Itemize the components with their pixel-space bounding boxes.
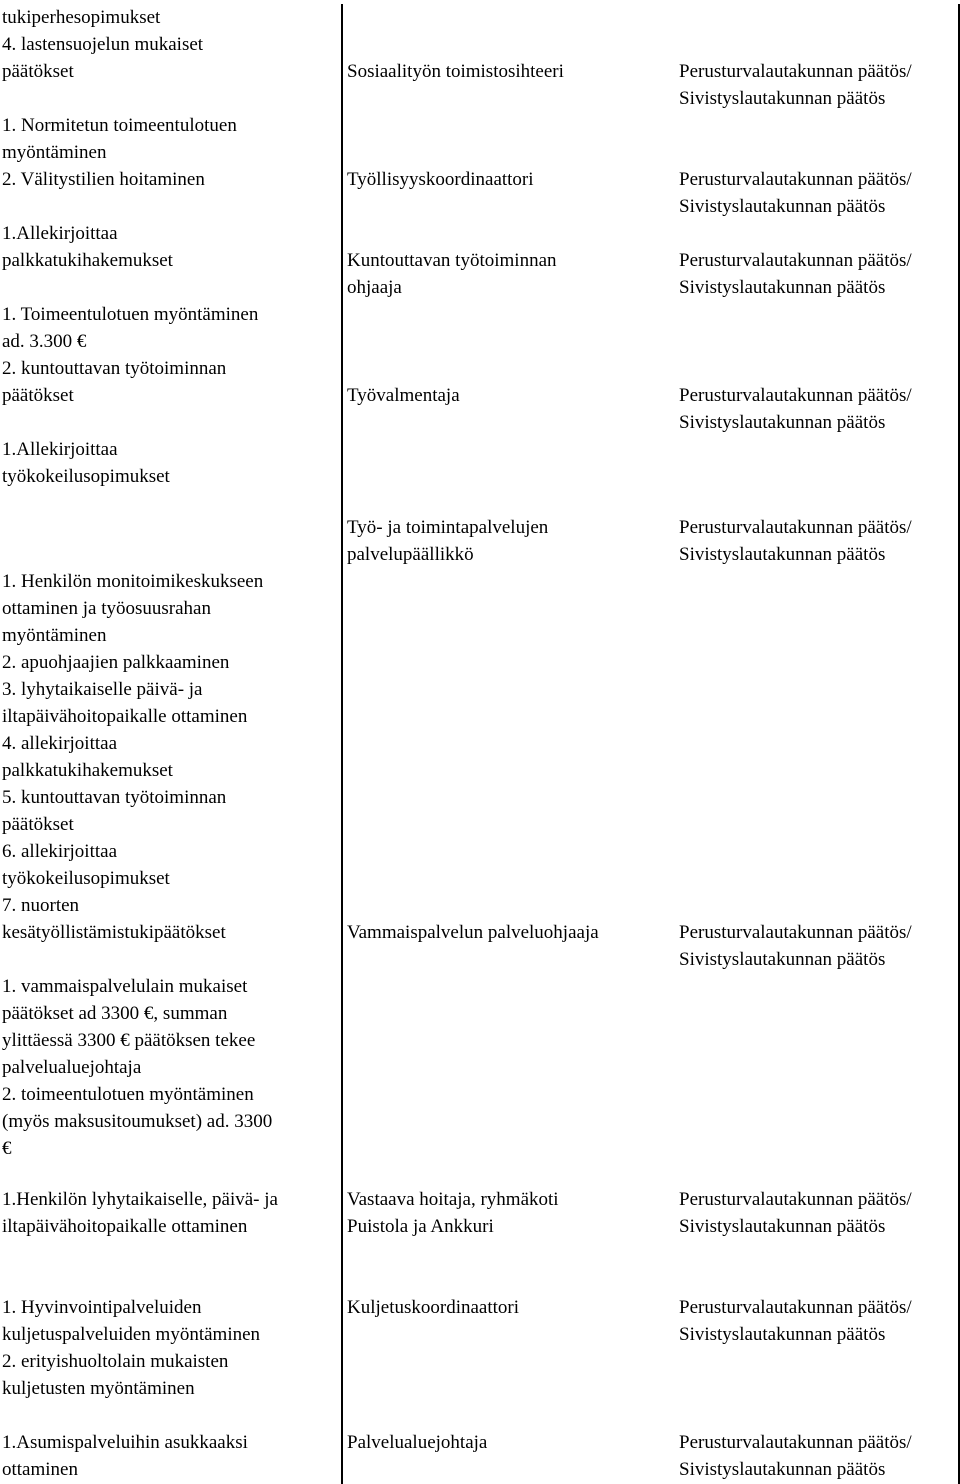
task-line: myöntäminen [2,142,107,163]
role-line: Vastaava hoitaja, ryhmäkoti [347,1189,559,1210]
decision-cell [679,1429,912,1483]
task-line: päätökset ad 3300 €, summan [2,1003,228,1024]
task-line: työkokeilusopimukset [2,466,170,487]
task-block-5 [2,1429,248,1483]
decision-line: Sivistyslautakunnan päätös [679,196,886,217]
role-line: Työ- ja toimintapalvelujen [347,517,549,538]
task-line: 2. kuntouttavan työtoiminnan [2,358,227,379]
task-block-1 [2,4,258,490]
column-divider-left [341,4,343,1484]
task-line: kesätyöllistämistukipäätökset [2,922,226,943]
decision-cell [679,1186,912,1240]
task-line: 1.Allekirjoittaa [2,439,118,460]
decision-line: Perusturvalautakunnan päätös/ [679,1189,912,1210]
task-line: ottaminen [2,1459,78,1480]
role-line: Sosiaalityön toimistosihteeri [347,61,564,82]
task-line: kuljetuspalveluiden myöntäminen [2,1324,261,1345]
role-line: Työllisyyskoordinaattori [347,169,534,190]
decision-line: Sivistyslautakunnan päätös [679,277,886,298]
role-line: palvelupäällikkö [347,544,474,565]
decision-line: Sivistyslautakunnan päätös [679,88,886,109]
task-block-2 [2,568,272,1162]
task-line: työkokeilusopimukset [2,868,170,889]
task-line: 3. lyhytaikaiselle päivä- ja [2,679,203,700]
task-line: 1. Normitetun toimeentulotuen [2,115,237,136]
decision-cell [679,514,912,568]
role-cell [347,58,564,85]
task-line: tukiperhesopimukset [2,7,161,28]
task-line: 5. kuntouttavan työtoiminnan [2,787,227,808]
role-line: Puistola ja Ankkuri [347,1216,494,1237]
decision-line: Sivistyslautakunnan päätös [679,949,886,970]
role-cell [347,919,599,946]
task-line: 4. lastensuojelun mukaiset [2,34,204,55]
task-line: päätökset [2,61,74,82]
task-line [2,193,258,220]
task-line: kuljetusten myöntäminen [2,1378,195,1399]
task-line: ad. 3.300 € [2,331,87,352]
task-line [2,946,272,973]
task-line: palkkatukihakemukset [2,760,173,781]
task-line: iltapäivähoitopaikalle ottaminen [2,1216,248,1237]
task-line [2,409,258,436]
decision-line: Sivistyslautakunnan päätös [679,544,886,565]
decision-line: Perusturvalautakunnan päätös/ [679,250,912,271]
task-line: 1. Hyvinvointipalveluiden [2,1297,202,1318]
decision-line: Perusturvalautakunnan päätös/ [679,1432,912,1453]
task-line: 1. vammaispalvelulain mukaiset [2,976,248,997]
task-line: (myös maksusitoumukset) ad. 3300 [2,1111,273,1132]
task-line: palvelualuejohtaja [2,1057,142,1078]
decision-line: Perusturvalautakunnan päätös/ [679,922,912,943]
role-cell [347,247,557,301]
task-block-4 [2,1294,260,1402]
decision-line: Sivistyslautakunnan päätös [679,1324,886,1345]
task-line: ylittäessä 3300 € päätöksen tekee [2,1030,256,1051]
task-line: ottaminen ja työosuusrahan [2,598,211,619]
task-line: 1. Toimeentulotuen myöntäminen [2,304,259,325]
role-cell [347,1429,487,1456]
task-line [2,274,258,301]
task-line [2,85,258,112]
decision-line: Perusturvalautakunnan päätös/ [679,517,912,538]
task-line: 2. apuohjaajien palkkaaminen [2,652,230,673]
task-line: päätökset [2,385,74,406]
task-line: palkkatukihakemukset [2,250,173,271]
decision-line: Sivistyslautakunnan päätös [679,412,886,433]
task-line: iltapäivähoitopaikalle ottaminen [2,706,248,727]
task-line: 6. allekirjoittaa [2,841,118,862]
task-line: 2. Välitystilien hoitaminen [2,169,205,190]
role-cell [347,514,548,568]
decision-line: Sivistyslautakunnan päätös [679,1459,886,1480]
decision-cell [679,382,912,436]
role-line: ohjaaja [347,277,402,298]
role-cell [347,1186,559,1240]
task-line: 1.Allekirjoittaa [2,223,118,244]
decision-line: Perusturvalautakunnan päätös/ [679,1297,912,1318]
role-line: Kuljetuskoordinaattori [347,1297,520,1318]
task-line: 1. Henkilön monitoimikeskukseen [2,571,264,592]
task-line: 2. erityishuoltolain mukaisten [2,1351,229,1372]
decision-line: Perusturvalautakunnan päätös/ [679,385,912,406]
task-line: € [2,1138,12,1159]
role-cell [347,166,534,193]
task-line: myöntäminen [2,625,107,646]
role-line: Työvalmentaja [347,385,460,406]
task-line: 1.Henkilön lyhytaikaiselle, päivä- ja [2,1189,278,1210]
decision-cell [679,919,912,973]
role-cell [347,382,460,409]
decision-cell [679,166,912,220]
decision-cell [679,247,912,301]
task-block-3 [2,1186,278,1240]
decision-cell [679,1294,912,1348]
decision-line: Sivistyslautakunnan päätös [679,1216,886,1237]
task-line: 4. allekirjoittaa [2,733,118,754]
role-line: Vammaispalvelun palveluohjaaja [347,922,599,943]
task-line: päätökset [2,814,74,835]
decision-cell [679,58,912,112]
decision-line: Perusturvalautakunnan päätös/ [679,61,912,82]
role-cell [347,1294,519,1321]
role-line: Kuntouttavan työtoiminnan [347,250,557,271]
task-line: 7. nuorten [2,895,80,916]
role-line: Palvelualuejohtaja [347,1432,488,1453]
task-line: 1.Asumispalveluihin asukkaaksi [2,1432,248,1453]
decision-line: Perusturvalautakunnan päätös/ [679,169,912,190]
column-divider-right [958,4,960,1484]
task-line: 2. toimeentulotuen myöntäminen [2,1084,254,1105]
